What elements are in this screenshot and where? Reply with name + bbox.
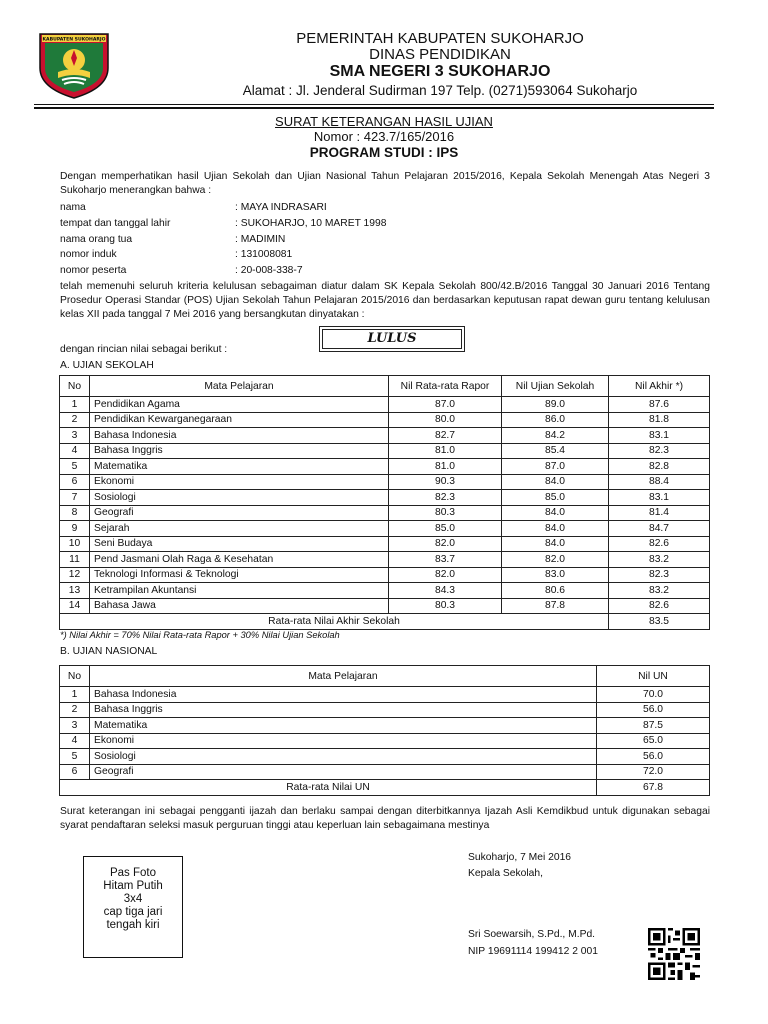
header-address: Alamat : Jl. Jenderal Sudirman 197 Telp. (0271)593064 Sukoharjo: [242, 83, 638, 98]
header-school-name: SMA NEGERI 3 SUKOHARJO: [329, 63, 551, 80]
cell-akhir: 88.4: [609, 474, 710, 490]
cell-no: 3: [60, 718, 90, 734]
student-label: nomor peserta: [60, 265, 127, 276]
cell-ujian: 85.0: [502, 490, 609, 506]
table-row: [60, 764, 710, 780]
average-label: Rata-rata Nilai Akhir Sekolah: [60, 614, 609, 630]
cell-akhir: 83.1: [609, 490, 710, 506]
student-label: nomor induk: [60, 249, 117, 260]
photo-text: 3x4: [123, 893, 143, 905]
cell-ujian: 87.8: [502, 598, 609, 614]
cell-subject: Ekonomi: [90, 733, 597, 749]
photo-text: Pas Foto: [109, 867, 157, 879]
table-row: [60, 505, 710, 521]
program-study: PROGRAM STUDI : IPS: [309, 145, 459, 160]
average-row: [60, 780, 710, 796]
cell-akhir: 82.3: [609, 567, 710, 583]
student-value: : SUKOHARJO, 10 MARET 1998: [235, 218, 387, 229]
photo-text: Hitam Putih: [103, 880, 163, 892]
table-row: [60, 687, 710, 703]
table-row: [60, 536, 710, 552]
column-header: Mata Pelajaran: [90, 376, 389, 397]
cell-akhir: 83.2: [609, 583, 710, 599]
table-header-row: [60, 666, 710, 687]
cell-rapor: 81.0: [389, 443, 502, 459]
student-value: : 20-008-338-7: [235, 265, 303, 276]
photo-text: cap tiga jari: [103, 906, 163, 918]
cell-ujian: 84.2: [502, 428, 609, 444]
cell-rapor: 82.0: [389, 536, 502, 552]
cell-ujian: 82.0: [502, 552, 609, 568]
cell-rapor: 90.3: [389, 474, 502, 490]
table-row: [60, 521, 710, 537]
cell-no: 8: [60, 505, 90, 521]
intro-paragraph: Dengan memperhatikan hasil Ujian Sekolah dan Ujian Nasional Tahun Pelajaran 2015/2016, Kepala Sekolah Menengah Atas Negeri 3 Sukoharjo menerangkan bahwa :: [60, 171, 710, 196]
cell-un: 65.0: [597, 733, 710, 749]
qr-code-icon: [648, 928, 700, 980]
cell-rapor: 80.0: [389, 412, 502, 428]
cell-subject: Bahasa Indonesia: [90, 687, 597, 703]
photo-text: tengah kiri: [106, 919, 160, 931]
cell-no: 1: [60, 397, 90, 413]
signature-nip: NIP 19691114 199412 2 001: [468, 946, 598, 957]
cell-un: 87.5: [597, 718, 710, 734]
cell-no: 1: [60, 687, 90, 703]
cell-subject: Pendidikan Kewarganegaraan: [90, 412, 389, 428]
cell-akhir: 82.6: [609, 536, 710, 552]
status-badge: LULUS: [319, 326, 465, 352]
header-divider-thick: [34, 107, 714, 109]
cell-un: 56.0: [597, 749, 710, 765]
student-label: tempat dan tanggal lahir: [60, 218, 171, 229]
cell-rapor: 82.7: [389, 428, 502, 444]
cell-subject: Geografi: [90, 505, 389, 521]
cell-no: 14: [60, 598, 90, 614]
cell-rapor: 87.0: [389, 397, 502, 413]
cell-subject: Bahasa Jawa: [90, 598, 389, 614]
student-label: nama orang tua: [60, 234, 133, 245]
cell-un: 72.0: [597, 764, 710, 780]
ujian-sekolah-table: [59, 375, 710, 630]
cell-no: 6: [60, 474, 90, 490]
header-department: DINAS PENDIDIKAN: [369, 46, 511, 63]
cell-rapor: 81.0: [389, 459, 502, 475]
signature-place-date: Sukoharjo, 7 Mei 2016: [468, 852, 572, 863]
cell-no: 4: [60, 443, 90, 459]
column-header: No: [60, 376, 90, 397]
cell-no: 4: [60, 733, 90, 749]
average-value: 83.5: [609, 614, 710, 630]
cell-akhir: 82.8: [609, 459, 710, 475]
cell-subject: Matematika: [90, 459, 389, 475]
cell-no: 6: [60, 764, 90, 780]
table-row: [60, 733, 710, 749]
cell-subject: Bahasa Inggris: [90, 443, 389, 459]
cell-subject: Ekonomi: [90, 474, 389, 490]
column-header: Mata Pelajaran: [90, 666, 597, 687]
average-row: [60, 614, 710, 630]
cell-no: 13: [60, 583, 90, 599]
cell-no: 12: [60, 567, 90, 583]
cell-ujian: 87.0: [502, 459, 609, 475]
svg-text:KABUPATEN SUKOHARJO: KABUPATEN SUKOHARJO: [42, 37, 106, 43]
cell-subject: Pendidikan Agama: [90, 397, 389, 413]
table-row: [60, 702, 710, 718]
student-label: nama: [60, 202, 86, 213]
cell-no: 11: [60, 552, 90, 568]
table-row: [60, 718, 710, 734]
column-header: Nil Rata-rata Rapor: [389, 376, 502, 397]
student-value: : MADIMIN: [235, 234, 286, 245]
cell-subject: Sosiologi: [90, 749, 597, 765]
ujian-nasional-table: [59, 665, 710, 796]
cell-ujian: 84.0: [502, 474, 609, 490]
cell-akhir: 87.6: [609, 397, 710, 413]
cell-akhir: 81.8: [609, 412, 710, 428]
document-title: SURAT KETERANGAN HASIL UJIAN: [275, 114, 493, 129]
cell-ujian: 86.0: [502, 412, 609, 428]
cell-rapor: 85.0: [389, 521, 502, 537]
cell-subject: Matematika: [90, 718, 597, 734]
cell-akhir: 81.4: [609, 505, 710, 521]
table-row: [60, 397, 710, 413]
closing-paragraph: Surat keterangan ini sebagai pengganti ijazah dan berlaku sampai dengan diterbitkannya Ijazah Asli Kemdikbud untuk digunakan sebagai syarat pendaftaran seleksi masuk perguruan tinggi atau keperluan lain sebagaimana mestinya: [60, 806, 710, 831]
column-header: Nil UN: [597, 666, 710, 687]
table-row: [60, 749, 710, 765]
header-government: PEMERINTAH KABUPATEN SUKOHARJO: [296, 30, 584, 47]
cell-rapor: 82.3: [389, 490, 502, 506]
criteria-paragraph: telah memenuhi seluruh kriteria kelulusan sebagaiman diatur dalam SK Kepala Sekolah 800/42.B/2016 Tanggal 30 Januari 2016 Tentang Prosedur Operasi Standar (POS) Ujian Sekolah Tahun Pelajaran 2015/2016 dan berdasarkan keputusan rapat dewan guru tentang kelulusan kelas XII pada tanggal 7 Mei 2016 yang bersangkutan dinyatakan :: [60, 281, 710, 320]
cell-ujian: 83.0: [502, 567, 609, 583]
cell-subject: Bahasa Inggris: [90, 702, 597, 718]
detail-intro: dengan rincian nilai sebagai berikut :: [60, 344, 228, 355]
student-value: : MAYA INDRASARI: [235, 202, 327, 213]
table-row: [60, 552, 710, 568]
table-row: [60, 567, 710, 583]
cell-subject: Seni Budaya: [90, 536, 389, 552]
cell-no: 5: [60, 749, 90, 765]
cell-ujian: 80.6: [502, 583, 609, 599]
cell-rapor: 83.7: [389, 552, 502, 568]
cell-subject: Geografi: [90, 764, 597, 780]
cell-rapor: 80.3: [389, 598, 502, 614]
cell-ujian: 85.4: [502, 443, 609, 459]
table-row: [60, 443, 710, 459]
section-heading-ujian-sekolah: A. UJIAN SEKOLAH: [60, 360, 154, 371]
cell-no: 10: [60, 536, 90, 552]
cell-akhir: 83.1: [609, 428, 710, 444]
column-header: Nil Akhir *): [609, 376, 710, 397]
header-divider: [34, 104, 714, 105]
cell-rapor: 80.3: [389, 505, 502, 521]
cell-akhir: 82.3: [609, 443, 710, 459]
cell-subject: Teknologi Informasi & Teknologi: [90, 567, 389, 583]
cell-no: 7: [60, 490, 90, 506]
cell-ujian: 84.0: [502, 536, 609, 552]
table-row: [60, 412, 710, 428]
table-row: [60, 490, 710, 506]
final-score-note: *) Nilai Akhir = 70% Nilai Rata-rata Rapor + 30% Nilai Ujian Sekolah: [60, 630, 340, 640]
photo-placeholder: [83, 856, 183, 958]
cell-no: 9: [60, 521, 90, 537]
cell-subject: Sejarah: [90, 521, 389, 537]
cell-subject: Sosiologi: [90, 490, 389, 506]
cell-ujian: 89.0: [502, 397, 609, 413]
cell-subject: Bahasa Indonesia: [90, 428, 389, 444]
signature-position: Kepala Sekolah,: [468, 868, 543, 879]
column-header: Nil Ujian Sekolah: [502, 376, 609, 397]
cell-un: 70.0: [597, 687, 710, 703]
cell-subject: Ketrampilan Akuntansi: [90, 583, 389, 599]
cell-akhir: 82.6: [609, 598, 710, 614]
signature-name: Sri Soewarsih, S.Pd., M.Pd.: [468, 929, 596, 940]
table-row: [60, 428, 710, 444]
cell-subject: Pend Jasmani Olah Raga & Kesehatan: [90, 552, 389, 568]
cell-ujian: 84.0: [502, 521, 609, 537]
cell-rapor: 84.3: [389, 583, 502, 599]
document-number: Nomor : 423.7/165/2016: [313, 129, 455, 144]
table-row: [60, 583, 710, 599]
cell-un: 56.0: [597, 702, 710, 718]
cell-rapor: 82.0: [389, 567, 502, 583]
cell-no: 3: [60, 428, 90, 444]
table-row: [60, 598, 710, 614]
section-heading-ujian-nasional: B. UJIAN NASIONAL: [60, 646, 158, 657]
table-row: [60, 459, 710, 475]
table-header-row: [60, 376, 710, 397]
cell-no: 5: [60, 459, 90, 475]
column-header: No: [60, 666, 90, 687]
cell-no: 2: [60, 412, 90, 428]
average-label: Rata-rata Nilai UN: [60, 780, 597, 796]
student-value: : 131008081: [235, 249, 293, 260]
cell-no: 2: [60, 702, 90, 718]
cell-ujian: 84.0: [502, 505, 609, 521]
cell-akhir: 83.2: [609, 552, 710, 568]
table-row: [60, 474, 710, 490]
average-value: 67.8: [597, 780, 710, 796]
cell-akhir: 84.7: [609, 521, 710, 537]
